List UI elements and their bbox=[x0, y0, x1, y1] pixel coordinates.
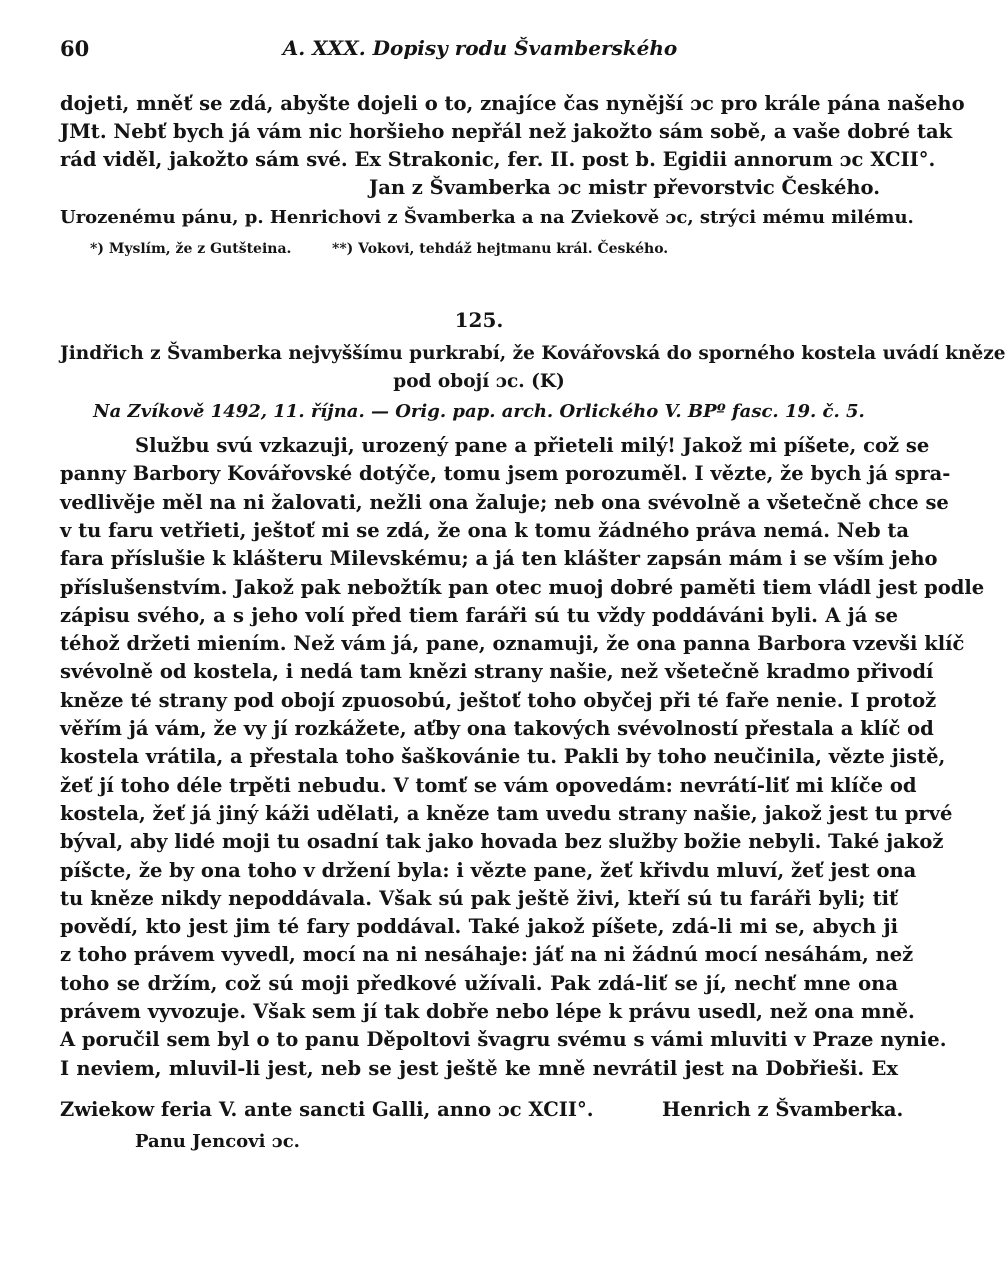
prev-letter-address: Urozenému pánu, p. Henrichovi z Švamberka a na Zviekově ɔc, strýci mému milému. bbox=[60, 207, 914, 228]
letter-body-line: býval, aby lidé moji tu osadní tak jako hovada bez služby božie nebyli. Také jakož bbox=[60, 830, 944, 854]
letter-body-line: právem vyvozuje. Však sem jí tak dobře nebo lépe k právu usedl, než ona mně. bbox=[60, 1000, 915, 1023]
letter-body-line: tu kněze nikdy nepoddávala. Však sú pak ještě živi, kteří sú tu faráři byli; tiť bbox=[60, 886, 898, 910]
running-title: A. XXX. Dopisy rodu Švamberského bbox=[282, 36, 678, 60]
letter-body-line: svévolně od kostela, i nedá tam knězi strany našie, než všetečně kradmo přivodí bbox=[60, 660, 934, 684]
letter-closing-date: Zwiekow feria V. ante sancti Galli, anno ɔc XCII°. bbox=[60, 1098, 594, 1121]
letter-body-line: povědí, kto jest jim té fary poddával. Také jakož píšete, zdá-li mi se, abych ji bbox=[60, 915, 898, 939]
letter-body-line: v tu faru vetřieti, ještoť mi se zdá, že ona k tomu žádného práva nemá. Neb ta bbox=[60, 518, 910, 542]
letter-summary: pod obojí ɔc. (K) bbox=[393, 371, 565, 392]
letter-body-line: píšcte, že by ona toho v držení byla: i vězte pane, žeť křivdu mluví, žeť jest ona bbox=[60, 858, 917, 882]
letter-body-line: věřím já vám, že vy jí rozkážete, aťby ona takových svévolností přestala a klíč od bbox=[60, 717, 934, 740]
letter-body-line: kněze té strany pod obojí zpuosobú, ještoť toho obyčej při té faře nenie. I protož bbox=[60, 688, 937, 712]
letter-body-line: panny Barbory Kovářovské dotýče, tomu jsem porozuměl. I vězte, že bych já spra- bbox=[60, 462, 951, 486]
footnote: **) Vokovi, tehdáž hejtmanu král. Českého. bbox=[332, 241, 669, 257]
letter-body-line: vedlivěje měl na ni žalovati, nežli ona žaluje; neb ona svévolně a všetečně chce se bbox=[60, 490, 949, 514]
letter-number: 125. bbox=[454, 308, 504, 332]
letter-body-line: z toho právem vyvedl, mocí na ni nesáhaje: jáť na ni žádnú mocí nesáhám, než bbox=[60, 943, 914, 967]
letter-body-line: téhož držeti miením. Než vám já, pane, oznamuji, že ona panna Barbora vzevši klíč bbox=[60, 632, 965, 656]
letter-signature: Henrich z Švamberka. bbox=[662, 1098, 904, 1121]
letter-body-line: fara příslušie k klášteru Milevskému; a já ten klášter zapsán mám i se vším jeho bbox=[60, 547, 938, 571]
letter-body-line: I neviem, mluvil-li jest, neb se jest ještě ke mně nevrátil jest na Dobřieši. Ex bbox=[60, 1056, 898, 1080]
letter-source: Na Zvíkově 1492, 11. října. — Orig. pap. arch. Orlického V. BPº fasc. 19. č. 5. bbox=[93, 401, 865, 422]
letter-address: Panu Jencovi ɔc. bbox=[135, 1131, 300, 1152]
letter-body-line: Službu svú vzkazuji, urozený pane a přieteli milý! Jakož mi píšete, což se bbox=[135, 434, 930, 457]
letter-body-line: kostela, žeť já jiný káži udělati, a kněze tam uvedu strany našie, jakož jest tu prvé bbox=[60, 801, 953, 825]
prev-letter-line: dojeti, mněť se zdá, abyšte dojeli o to, znajíce čas nynější ɔc pro krále pána našeho bbox=[60, 92, 965, 115]
prev-letter-line: rád viděl, jakožto sám své. Ex Strakonic, fer. II. post b. Egidii annorum ɔc XCII°. bbox=[60, 148, 936, 171]
prev-letter-signature: Jan z Švamberka ɔc mistr převorstvic Českého. bbox=[368, 176, 880, 199]
letter-body-line: příslušenstvím. Jakož pak nebožtík pan otec muoj dobré paměti tiem vládl jest podle bbox=[60, 575, 985, 599]
letter-summary: Jindřich z Švamberka nejvyššímu purkrabí, že Kovářovská do sporného kostela uvádí kněze bbox=[60, 343, 1006, 364]
footnote: *) Myslím, že z Gutšteina. bbox=[90, 241, 292, 257]
letter-body-line: žeť jí toho déle trpěti nebudu. V tomť se vám opovedám: nevrátí-liť mi klíče od bbox=[60, 773, 917, 797]
letter-body-line: toho se držím, což sú moji předkové užívali. Pak zdá-liť se jí, nechť mne ona bbox=[60, 971, 898, 995]
letter-body-line: zápisu svého, a s jeho volí před tiem faráři sú tu vždy poddáváni byli. A já se bbox=[60, 603, 898, 627]
prev-letter-line: JMt. Nebť bych já vám nic horšieho nepřál než jakožto sám sobě, a vaše dobré tak bbox=[60, 120, 953, 143]
letter-body-line: A poručil sem byl o to panu Děpoltovi švagru svému s vámi mluviti v Praze nynie. bbox=[60, 1028, 947, 1052]
letter-body-line: kostela vrátila, a přestala toho šaškovánie tu. Pakli by toho neučinila, vězte jistě, bbox=[60, 745, 946, 769]
page-number: 60 bbox=[60, 36, 90, 61]
